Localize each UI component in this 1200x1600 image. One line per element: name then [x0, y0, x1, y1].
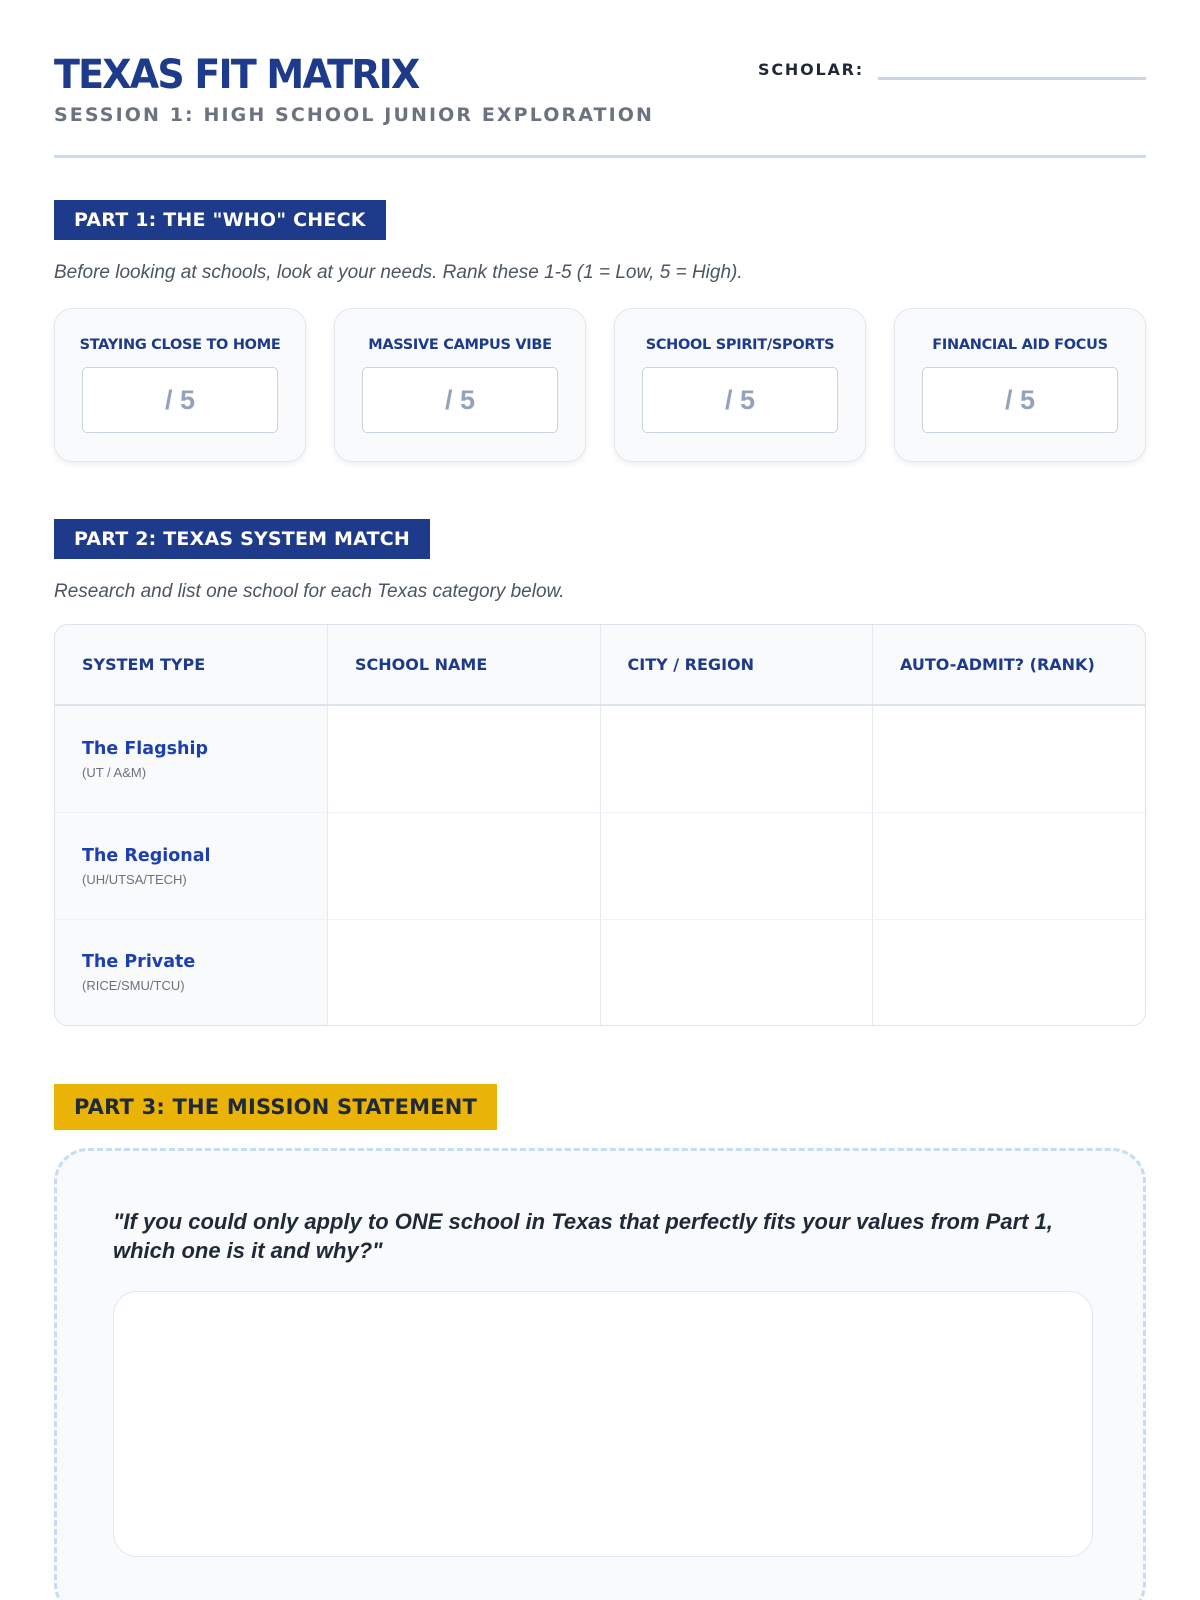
rank-card-label: MASSIVE CAMPUS VIBE — [368, 337, 552, 353]
system-type-cell — [55, 920, 328, 1025]
part1-heading: PART 1: THE "WHO" CHECK — [54, 200, 386, 240]
rank-input[interactable]: / 5 — [922, 367, 1118, 433]
system-type-name: The Private — [82, 952, 196, 973]
part1-instructions: Before looking at schools, look at your needs. Rank these 1-5 (1 = Low, 5 = High). — [54, 262, 743, 283]
worksheet-header — [54, 50, 1146, 158]
rank-card-close-to-home — [54, 308, 306, 462]
system-type-name: The Regional — [82, 845, 211, 866]
column-header: SCHOOL NAME — [328, 625, 601, 705]
scholar-name-input[interactable] — [878, 62, 1146, 80]
column-header: AUTO-ADMIT? (RANK) — [873, 625, 1146, 705]
part2-instructions: Research and list one school for each Texas category below. — [54, 581, 565, 602]
table-row — [55, 920, 1145, 1025]
auto-admit-cell[interactable] — [873, 920, 1146, 1025]
table-header-row — [55, 625, 1145, 705]
rank-card-financial-aid — [894, 308, 1146, 462]
part3-heading: PART 3: THE MISSION STATEMENT — [54, 1084, 497, 1130]
scholar-field — [758, 60, 1146, 80]
scholar-label: SCHOLAR: — [758, 60, 864, 79]
rank-card-label: FINANCIAL AID FOCUS — [932, 337, 1108, 353]
auto-admit-cell[interactable] — [873, 813, 1146, 920]
page-title: TEXAS FIT MATRIX — [54, 51, 419, 98]
table-row — [55, 813, 1145, 920]
mission-prompt: "If you could only apply to ONE school in Texas that perfectly fits your values from Part 1, which one is it and why?" — [113, 1209, 1053, 1263]
auto-admit-cell[interactable] — [873, 705, 1146, 813]
table-row — [55, 705, 1145, 813]
mission-statement-panel — [54, 1148, 1146, 1600]
school-name-cell[interactable] — [328, 705, 601, 813]
column-header: CITY / REGION — [600, 625, 873, 705]
system-type-cell — [55, 813, 328, 920]
system-type-name: The Flagship — [82, 738, 209, 759]
rank-card-label: SCHOOL SPIRIT/SPORTS — [645, 337, 835, 353]
rank-input[interactable]: / 5 — [82, 367, 278, 433]
rank-input[interactable]: / 5 — [362, 367, 558, 433]
page-subtitle: SESSION 1: HIGH SCHOOL JUNIOR EXPLORATION — [54, 104, 655, 126]
system-type-examples: (UT / A&M) — [82, 764, 147, 780]
part2-heading: PART 2: TEXAS SYSTEM MATCH — [54, 519, 430, 559]
city-region-cell[interactable] — [600, 705, 873, 813]
school-name-cell[interactable] — [328, 813, 601, 920]
system-type-cell — [55, 705, 328, 813]
rank-card-campus-vibe — [334, 308, 586, 462]
system-match-table — [54, 624, 1146, 1026]
ranking-cards — [54, 308, 1146, 462]
school-name-cell[interactable] — [328, 920, 601, 1025]
city-region-cell[interactable] — [600, 813, 873, 920]
rank-input[interactable]: / 5 — [642, 367, 838, 433]
system-type-examples: (RICE/SMU/TCU) — [82, 978, 185, 994]
mission-answer-box[interactable] — [113, 1291, 1093, 1557]
rank-card-label: STAYING CLOSE TO HOME — [79, 337, 281, 353]
city-region-cell[interactable] — [600, 920, 873, 1025]
rank-card-school-spirit — [614, 308, 866, 462]
system-type-examples: (UH/UTSA/TECH) — [82, 871, 187, 887]
column-header: SYSTEM TYPE — [55, 625, 328, 705]
